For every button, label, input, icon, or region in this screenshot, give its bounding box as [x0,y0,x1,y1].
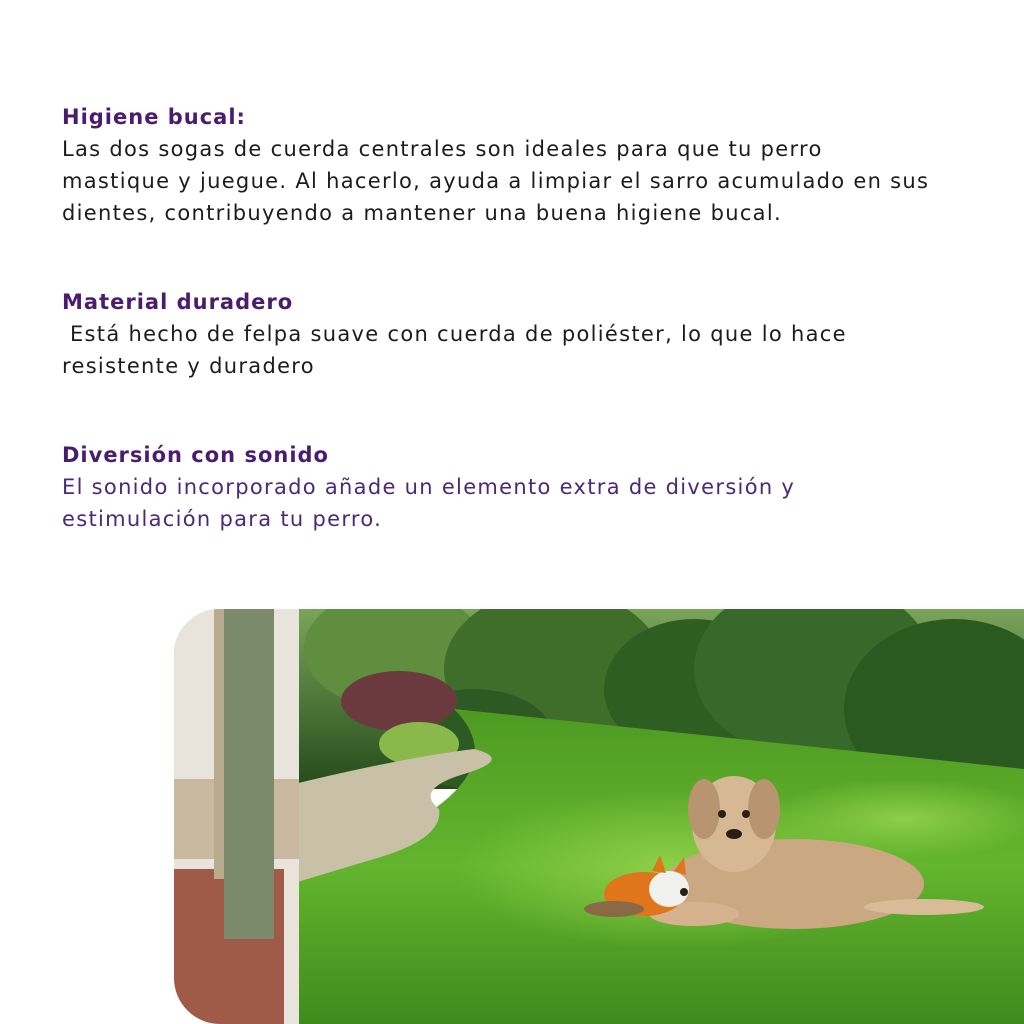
section-material-duradero [62,286,982,382]
section-heading: Diversión con sonido [62,443,329,467]
section-heading: Higiene bucal: [62,105,246,129]
section-text-line: El sonido incorporado añade un elemento extra de diversión y [62,475,796,499]
section-text-line: Las dos sogas de cuerda centrales son ideales para que tu perro [62,137,823,161]
section-higiene-bucal [62,101,982,229]
porch-post [224,609,274,939]
garden-dog-photo [174,609,1024,1024]
section-text-line: Está hecho de felpa suave con cuerda de poliéster, lo que lo hace [62,322,847,346]
section-text-line: mastique y juegue. Al hacerlo, ayuda a limpiar el sarro acumulado en sus [62,169,930,193]
red-shrub [341,671,457,731]
section-heading: Material duradero [62,290,294,314]
section-text-line: estimulación para tu perro. [62,507,383,531]
section-text-line: resistente y duradero [62,354,315,378]
section-diversion-sonido [62,439,982,535]
section-text-line: dientes, contribuyendo a mantener una buena higiene bucal. [62,201,782,225]
